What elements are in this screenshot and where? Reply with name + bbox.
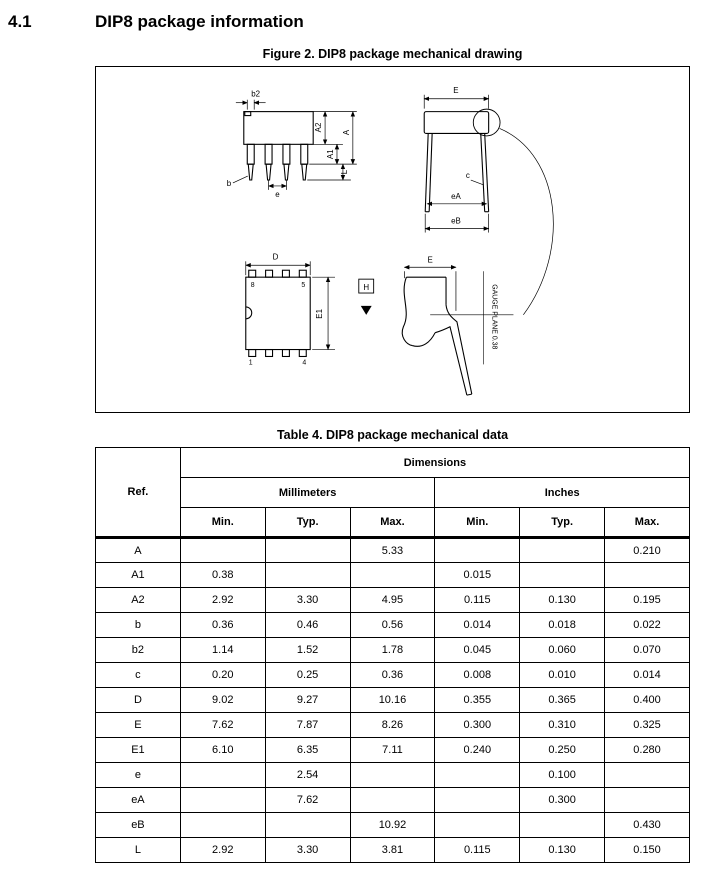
value-cell: 5.33	[350, 538, 435, 563]
value-cell: 9.27	[265, 688, 350, 713]
value-cell: 6.10	[180, 738, 265, 763]
value-cell	[605, 563, 690, 588]
table-row	[96, 813, 690, 838]
header-row-minmax	[96, 508, 690, 538]
pin1-label: 1	[248, 359, 253, 367]
value-cell: 0.014	[435, 613, 520, 638]
value-cell	[265, 813, 350, 838]
value-cell	[520, 538, 605, 563]
value-cell: 3.30	[265, 838, 350, 863]
dim-label-e: e	[275, 189, 280, 199]
table-body	[96, 538, 690, 863]
header-row-units	[96, 478, 690, 508]
value-cell: 0.46	[265, 613, 350, 638]
content-column	[95, 47, 690, 863]
dim-label-b: b	[226, 178, 232, 188]
value-cell	[605, 788, 690, 813]
dim-label-E1: E1	[315, 308, 325, 319]
value-cell: 0.115	[435, 588, 520, 613]
pin4-label: 4	[302, 359, 307, 367]
ref-cell: E	[96, 713, 181, 738]
value-cell: 8.26	[350, 713, 435, 738]
value-cell	[435, 538, 520, 563]
ref-header: Ref.	[96, 448, 181, 538]
value-cell: 10.92	[350, 813, 435, 838]
ref-cell: e	[96, 763, 181, 788]
value-cell: 1.78	[350, 638, 435, 663]
value-cell: 0.300	[520, 788, 605, 813]
value-cell	[520, 813, 605, 838]
value-cell: 0.130	[520, 588, 605, 613]
value-cell: 0.250	[520, 738, 605, 763]
value-cell: 2.92	[180, 838, 265, 863]
value-cell: 0.280	[605, 738, 690, 763]
millimeters-header: Millimeters	[180, 478, 435, 508]
value-cell	[265, 563, 350, 588]
pin1-notch	[246, 307, 252, 319]
value-cell: 0.400	[605, 688, 690, 713]
figure-box	[95, 66, 690, 413]
value-cell: 3.81	[350, 838, 435, 863]
dim-label-b2: b2	[251, 89, 261, 99]
ref-cell: eA	[96, 788, 181, 813]
table-row	[96, 663, 690, 688]
value-cell	[180, 813, 265, 838]
ref-cell: b	[96, 613, 181, 638]
table-row	[96, 713, 690, 738]
value-cell: 1.52	[265, 638, 350, 663]
value-cell: 6.35	[265, 738, 350, 763]
table-row	[96, 563, 690, 588]
table-row	[96, 688, 690, 713]
value-cell: 0.060	[520, 638, 605, 663]
value-cell	[180, 538, 265, 563]
pin5-label: 5	[301, 282, 306, 290]
side-view	[244, 112, 313, 180]
value-cell: 0.010	[520, 663, 605, 688]
value-cell: 0.015	[435, 563, 520, 588]
value-cell: 4.95	[350, 588, 435, 613]
table-row	[96, 588, 690, 613]
section-heading	[8, 12, 695, 32]
value-cell	[605, 763, 690, 788]
table-row	[96, 788, 690, 813]
callout-leader-curve	[500, 128, 554, 314]
value-cell: 0.210	[605, 538, 690, 563]
dim-label-c: c	[465, 171, 470, 181]
value-cell: 0.130	[520, 838, 605, 863]
value-cell: 0.36	[180, 613, 265, 638]
value-cell: 0.115	[435, 838, 520, 863]
mm-min-header: Min.	[180, 508, 265, 538]
ref-cell: D	[96, 688, 181, 713]
gauge-plane-label: GAUGE PLANE 0.38	[490, 284, 498, 350]
dim-label-L: L	[339, 169, 349, 175]
table-row	[96, 638, 690, 663]
mm-typ-header: Typ.	[265, 508, 350, 538]
value-cell	[520, 563, 605, 588]
value-cell	[180, 763, 265, 788]
value-cell	[180, 788, 265, 813]
value-cell	[435, 788, 520, 813]
table-row	[96, 763, 690, 788]
table-caption: Table 4. DIP8 package mechanical data	[276, 428, 509, 442]
value-cell	[435, 763, 520, 788]
value-cell: 0.56	[350, 613, 435, 638]
dim-label-D: D	[272, 252, 279, 262]
value-cell	[435, 813, 520, 838]
table-row	[96, 738, 690, 763]
figure-caption: Figure 2. DIP8 package mechanical drawing	[262, 47, 523, 61]
value-cell	[350, 788, 435, 813]
ref-cell: E1	[96, 738, 181, 763]
value-cell: 0.018	[520, 613, 605, 638]
value-cell: 0.355	[435, 688, 520, 713]
value-cell: 0.38	[180, 563, 265, 588]
pin8-label: 8	[250, 282, 255, 290]
dim-label-E-side: E	[427, 255, 433, 265]
value-cell: 0.070	[605, 638, 690, 663]
section-title: DIP8 package information	[95, 12, 304, 31]
datum-triangle	[361, 306, 372, 315]
value-cell: 0.195	[605, 588, 690, 613]
value-cell: 0.430	[605, 813, 690, 838]
in-min-header: Min.	[435, 508, 520, 538]
dim-label-E-end: E	[453, 85, 459, 95]
value-cell: 0.022	[605, 613, 690, 638]
value-cell: 0.045	[435, 638, 520, 663]
table-row	[96, 838, 690, 863]
value-cell: 2.92	[180, 588, 265, 613]
value-cell: 9.02	[180, 688, 265, 713]
value-cell: 0.014	[605, 663, 690, 688]
dimensions-header: Dimensions	[180, 448, 689, 478]
dim-label-A2: A2	[314, 122, 324, 133]
dim-label-eA: eA	[451, 191, 461, 201]
value-cell: 10.16	[350, 688, 435, 713]
value-cell: 0.36	[350, 663, 435, 688]
value-cell: 7.87	[265, 713, 350, 738]
in-typ-header: Typ.	[520, 508, 605, 538]
value-cell	[350, 563, 435, 588]
ref-cell: L	[96, 838, 181, 863]
mechanical-data-table	[95, 447, 690, 863]
value-cell: 1.14	[180, 638, 265, 663]
table-header	[96, 448, 690, 538]
value-cell: 0.20	[180, 663, 265, 688]
value-cell: 0.300	[435, 713, 520, 738]
top-view-dimensions	[246, 261, 335, 349]
value-cell: 0.25	[265, 663, 350, 688]
value-cell	[350, 763, 435, 788]
ref-cell: A1	[96, 563, 181, 588]
value-cell: 0.325	[605, 713, 690, 738]
mm-max-header: Max.	[350, 508, 435, 538]
ref-cell: b2	[96, 638, 181, 663]
lead-detail	[359, 277, 472, 395]
value-cell	[265, 538, 350, 563]
ref-cell: A	[96, 538, 181, 563]
detail-callout-circle	[473, 109, 500, 136]
table-row	[96, 613, 690, 638]
value-cell: 7.11	[350, 738, 435, 763]
end-view	[424, 109, 500, 212]
ref-cell: c	[96, 663, 181, 688]
dim-label-A1: A1	[326, 149, 336, 160]
value-cell: 0.365	[520, 688, 605, 713]
dip8-mechanical-drawing	[96, 67, 688, 411]
value-cell: 0.310	[520, 713, 605, 738]
inches-header: Inches	[435, 478, 690, 508]
dim-label-A: A	[341, 129, 351, 136]
dim-label-H: H	[363, 283, 370, 293]
value-cell: 3.30	[265, 588, 350, 613]
value-cell: 7.62	[180, 713, 265, 738]
value-cell: 0.240	[435, 738, 520, 763]
ref-cell: eB	[96, 813, 181, 838]
dim-label-eB: eB	[451, 216, 461, 226]
table-row	[96, 538, 690, 563]
value-cell: 2.54	[265, 763, 350, 788]
ref-cell: A2	[96, 588, 181, 613]
section-number: 4.1	[8, 12, 32, 31]
in-max-header: Max.	[605, 508, 690, 538]
value-cell: 0.100	[520, 763, 605, 788]
header-row-dimensions	[96, 448, 690, 478]
value-cell: 7.62	[265, 788, 350, 813]
value-cell: 0.150	[605, 838, 690, 863]
value-cell: 0.008	[435, 663, 520, 688]
